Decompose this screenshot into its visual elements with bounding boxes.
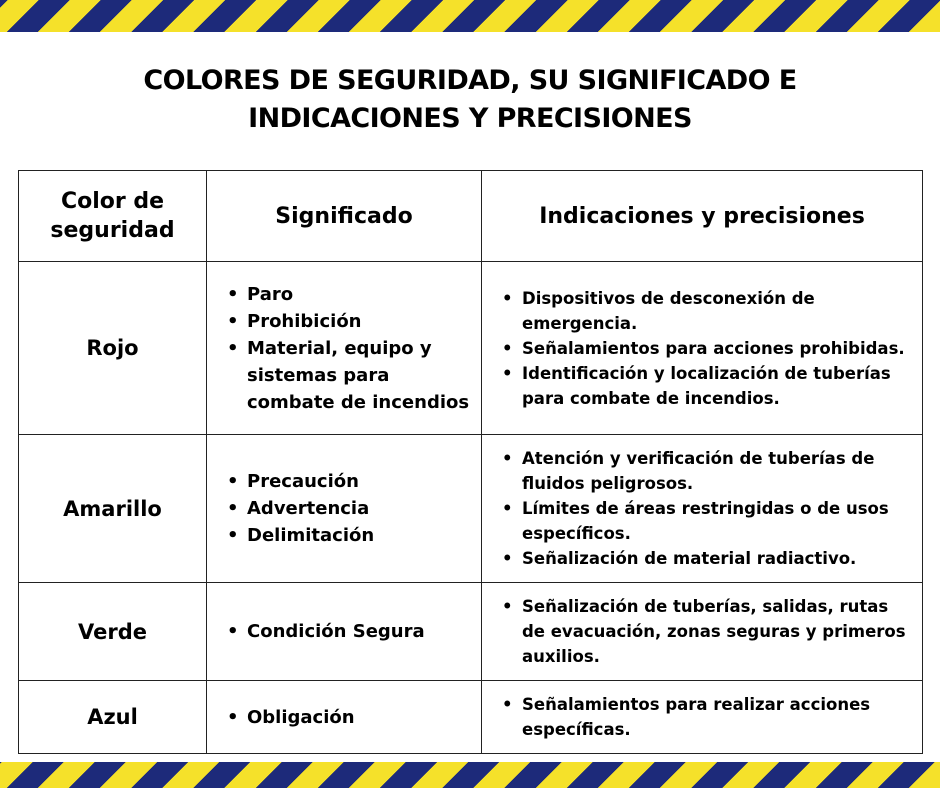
color-cell: Amarillo <box>19 435 207 583</box>
color-cell: Rojo <box>19 262 207 435</box>
significado-cell <box>207 262 482 435</box>
top-warning-stripe <box>0 0 940 32</box>
list-item: • Señalamientos para acciones prohibidas. <box>502 336 910 361</box>
significado-list <box>227 468 471 549</box>
list-item: • Advertencia <box>227 495 471 522</box>
indicaciones-cell <box>482 681 923 754</box>
list-item: • Dispositivos de desconexión de emergencia. <box>502 286 910 336</box>
table-header-row <box>19 171 923 262</box>
header-color-line-2: seguridad <box>50 218 175 243</box>
list-item: • Identificación y localización de tuberías para combate de incendios. <box>502 361 910 411</box>
list-item: • Material, equipo y sistemas para combate de incendios <box>227 335 471 416</box>
table-row-amarillo <box>19 435 923 583</box>
color-cell: Verde <box>19 583 207 681</box>
significado-list <box>227 618 471 645</box>
list-item: • Señalamientos para realizar acciones específicas. <box>502 692 910 742</box>
list-item: • Atención y verificación de tuberías de fluidos peligrosos. <box>502 446 910 496</box>
indicaciones-list <box>502 594 910 669</box>
list-item: • Prohibición <box>227 308 471 335</box>
list-item: • Precaución <box>227 468 471 495</box>
list-item: • Límites de áreas restringidas o de usos específicos. <box>502 496 910 546</box>
significado-cell <box>207 435 482 583</box>
list-item: • Condición Segura <box>227 618 471 645</box>
color-cell: Azul <box>19 681 207 754</box>
title-line-1: COLORES DE SEGURIDAD, SU SIGNIFICADO E <box>143 65 797 96</box>
indicaciones-cell <box>482 262 923 435</box>
table-row-azul <box>19 681 923 754</box>
header-indicaciones: Indicaciones y precisiones <box>482 171 923 262</box>
significado-list <box>227 704 471 731</box>
indicaciones-list <box>502 692 910 742</box>
significado-list <box>227 281 471 416</box>
significado-cell <box>207 681 482 754</box>
page-title <box>0 62 940 138</box>
significado-cell <box>207 583 482 681</box>
header-significado: Significado <box>207 171 482 262</box>
indicaciones-list <box>502 286 910 411</box>
title-line-2: INDICACIONES Y PRECISIONES <box>248 103 692 134</box>
bottom-warning-stripe <box>0 762 940 788</box>
list-item: • Señalización de material radiactivo. <box>502 546 910 571</box>
header-color <box>19 171 207 262</box>
list-item: • Señalización de tuberías, salidas, rutas de evacuación, zonas seguras y primeros auxilios. <box>502 594 910 669</box>
list-item: • Paro <box>227 281 471 308</box>
table-row-verde <box>19 583 923 681</box>
indicaciones-cell <box>482 435 923 583</box>
table-row-rojo <box>19 262 923 435</box>
safety-colors-table <box>18 170 923 754</box>
indicaciones-list <box>502 446 910 571</box>
indicaciones-cell <box>482 583 923 681</box>
list-item: • Delimitación <box>227 522 471 549</box>
list-item: • Obligación <box>227 704 471 731</box>
header-color-line-1: Color de <box>60 189 165 214</box>
